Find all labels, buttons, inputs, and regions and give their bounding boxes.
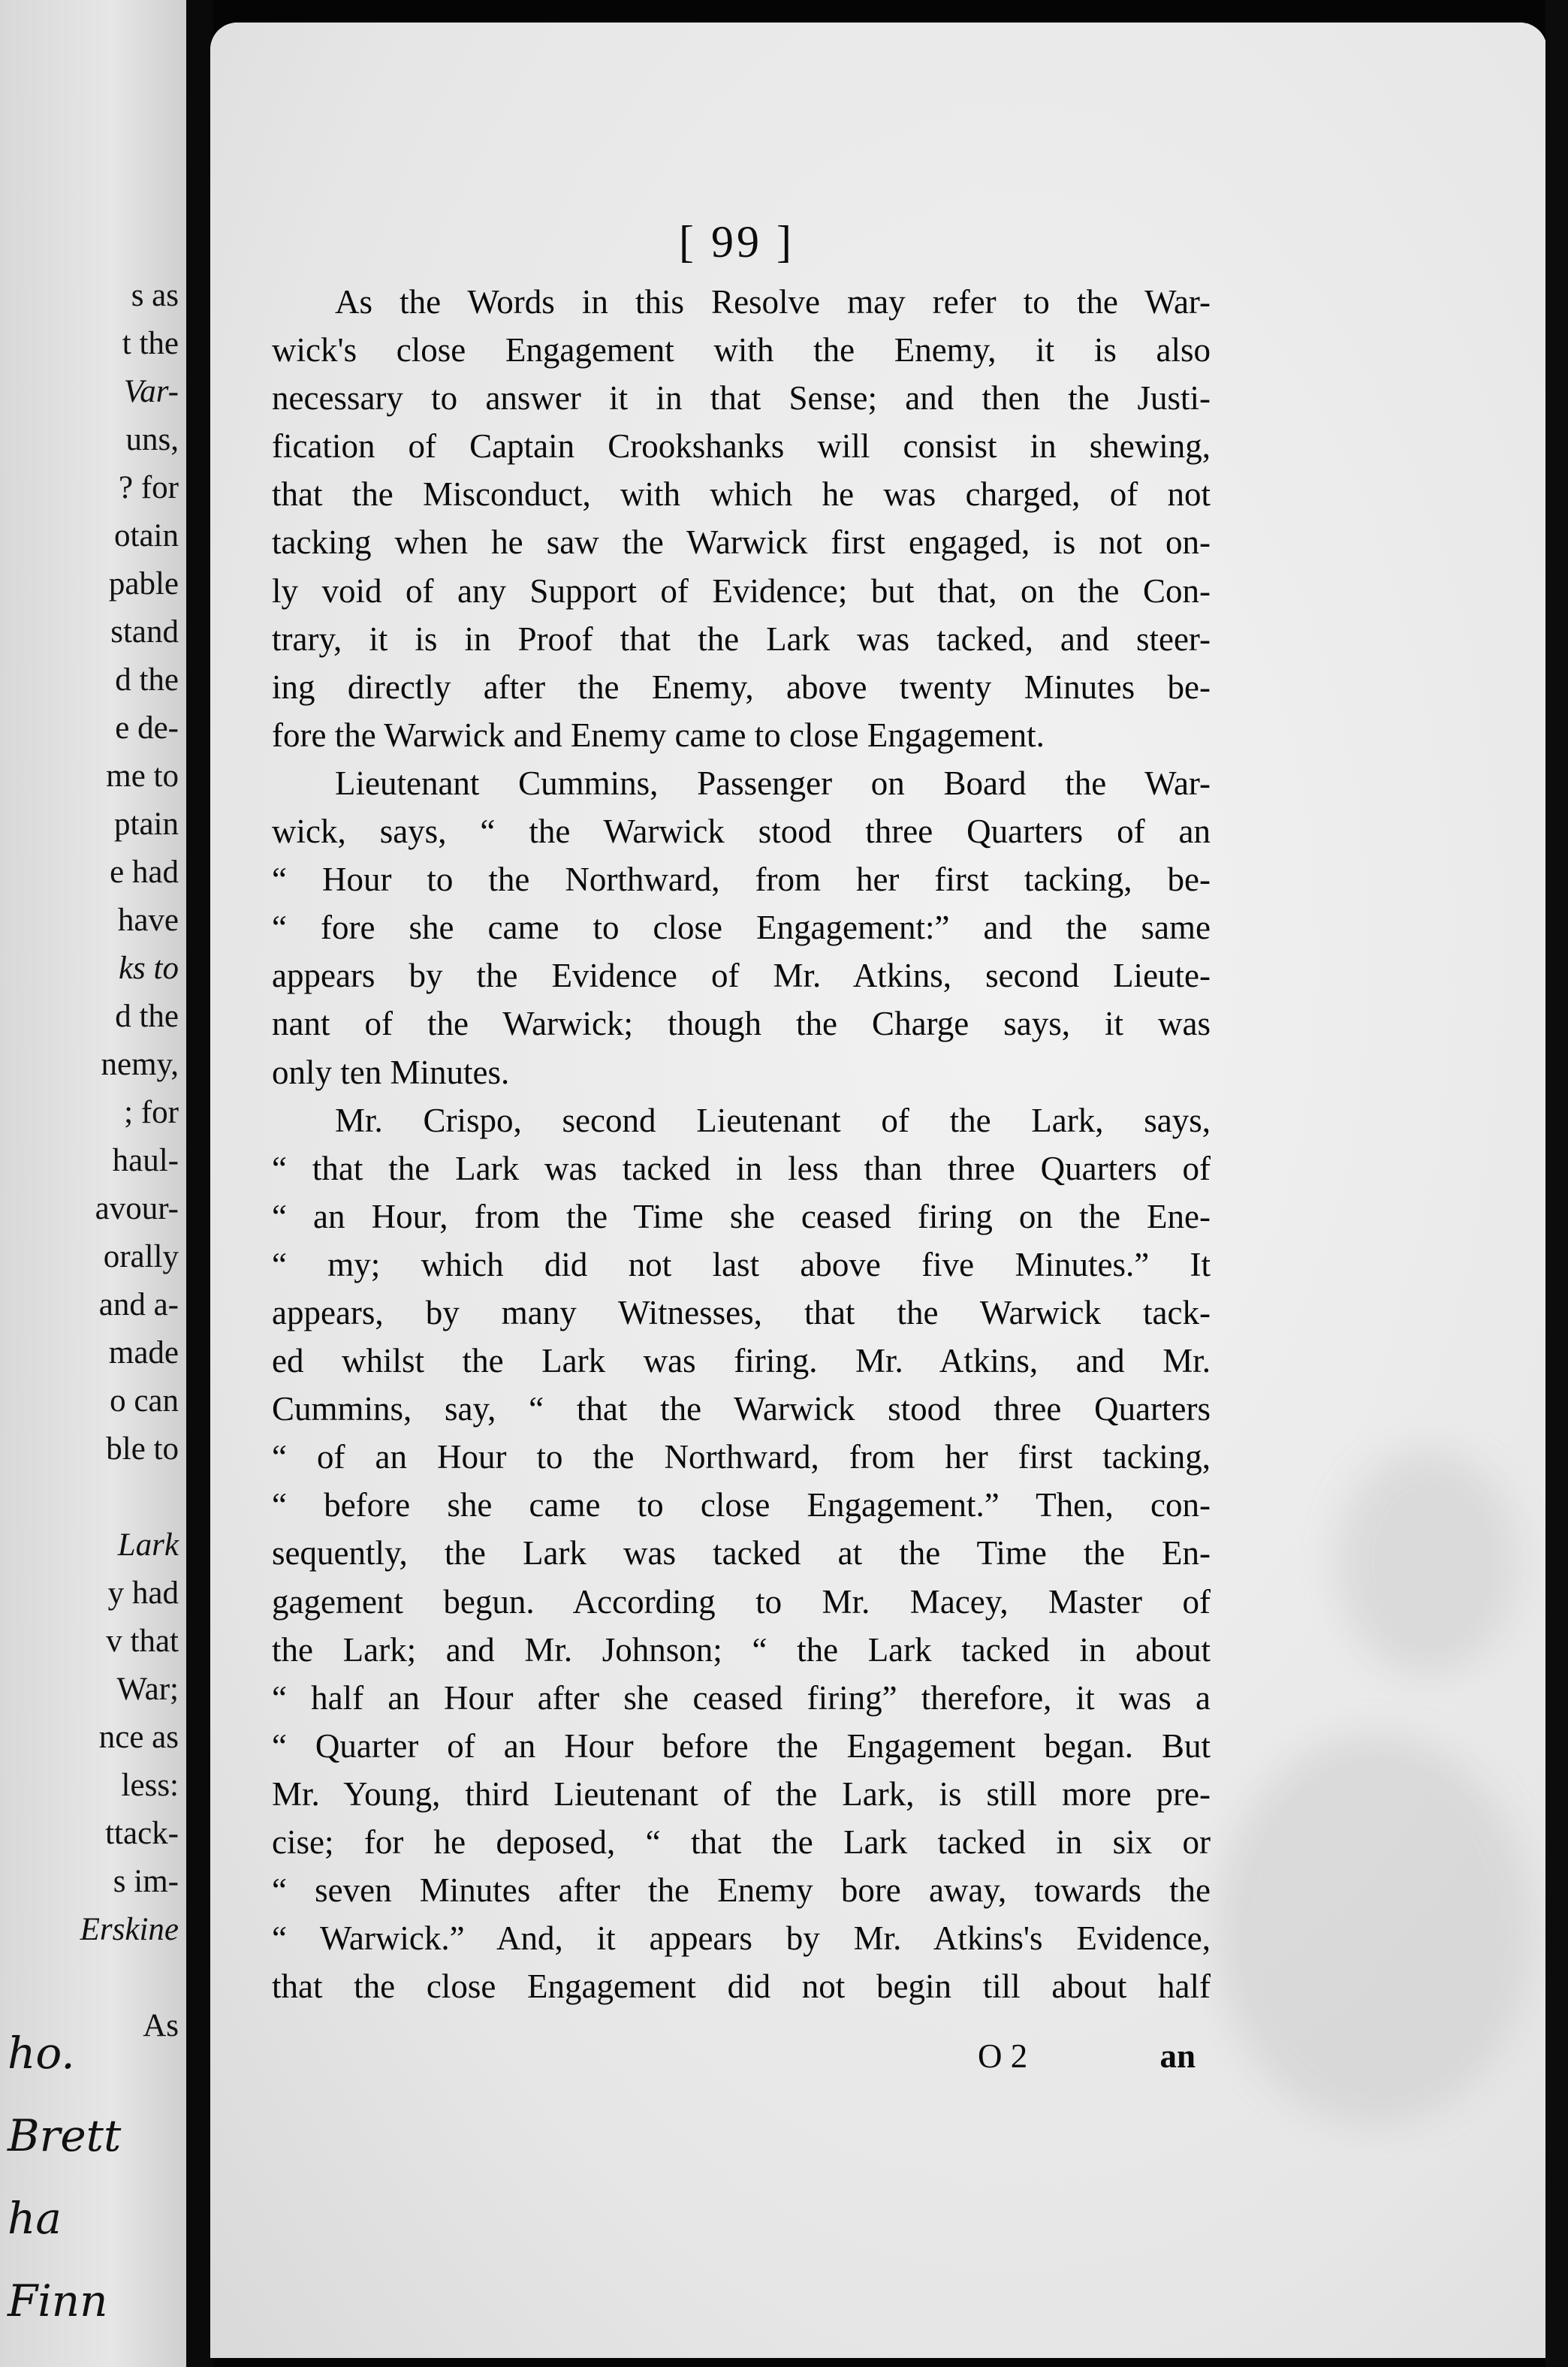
left-page-fragment: t the [122,326,179,361]
left-page-fragment: ks to [118,951,179,986]
left-page-fragment: ptain [114,807,179,842]
left-page-fragment: made [108,1335,179,1370]
left-page-fragment: s im- [113,1864,179,1899]
left-page-fragment: Lark [117,1527,179,1563]
text-line: necessary to answer it in that Sense; and then the Justi- [272,379,1211,418]
left-page-fragment: s as [131,278,179,313]
text-line: only ten Minutes. [272,1053,510,1091]
left-page-fragment: e had [110,855,179,890]
left-page-fragment: pable [108,566,179,602]
handwritten-note: ha [8,2193,62,2244]
left-page-fragment: haul- [112,1143,179,1178]
text-line: “ an Hour, from the Time she ceased firing on the Ene- [272,1197,1211,1235]
text-line: that the close Engagement did not begin till about half [272,1967,1211,2006]
left-page-fragment: me to [106,758,179,794]
left-page-fragment: v that [106,1624,179,1659]
text-line: gagement begun. According to Mr. Macey, Master of [272,1582,1211,1621]
left-page-fragment: otain [114,518,179,553]
text-line: wick, says, “ the Warwick stood three Quarters of an [272,813,1211,851]
left-page-fragment: d the [115,999,179,1034]
page-stain [1217,1735,1532,2125]
left-page-fragment: ? for [119,470,179,505]
body-text [272,278,1211,2010]
left-page-fragment: o can [110,1383,179,1419]
page-stain [1337,1449,1517,1675]
left-page-fragment: avour- [95,1191,179,1226]
text-line: “ Hour to the Northward, from her first tacking, be- [272,861,1211,899]
left-page-fragment: As [143,2008,179,2043]
left-page-fragment: War; [116,1672,179,1707]
left-page-fragment: Var- [123,374,179,409]
handwritten-note: Brett [8,2110,122,2161]
text-line: “ half an Hour after she ceased firing” therefore, it was a [272,1678,1211,1717]
left-page-fragment: d the [115,662,179,698]
text-line: “ seven Minutes after the Enemy bore away, towards the [272,1871,1211,1910]
text-line: “ that the Lark was tacked in less than three Quarters of [272,1149,1211,1187]
left-page-fragment: ttack- [105,1816,179,1851]
text-line: “ Quarter of an Hour before the Engagement began. But [272,1726,1211,1765]
book-gutter [186,0,213,2367]
handwritten-note: Finn [8,2275,108,2326]
previous-page-fragment [0,0,186,2367]
catchword: an [1159,2037,1196,2075]
text-line: tacking when he saw the Warwick first engaged, is not on- [272,523,1211,562]
left-page-fragment: Erskine [80,1912,179,1947]
text-line: ed whilst the Lark was firing. Mr. Atkins, and Mr. [272,1342,1211,1380]
left-page-fragment: e de- [115,710,179,746]
text-line: cise; for he deposed, “ that the Lark tacked in six or [272,1823,1211,1861]
text-line: the Lark; and Mr. Johnson; “ the Lark tacked in about [272,1630,1211,1669]
text-line: As the Words in this Resolve may refer to the War- [335,283,1211,321]
left-page-fragment: nce as [98,1720,179,1755]
text-line: wick's close Engagement with the Enemy, it is also [272,331,1211,369]
text-line: that the Misconduct, with which he was charged, of not [272,475,1211,514]
text-line: ly void of any Support of Evidence; but that, on the Con- [272,571,1211,610]
text-line: Cummins, say, “ that the Warwick stood three Quarters [272,1390,1211,1428]
text-line: appears by the Evidence of Mr. Atkins, second Lieute- [272,957,1211,995]
text-line: “ before she came to close Engagement.” Then, con- [272,1486,1211,1524]
handwritten-note: ho. [8,2028,75,2079]
text-line: “ fore she came to close Engagement:” and the same [272,909,1211,947]
left-page-fragment: stand [110,614,179,650]
text-line: “ my; which did not last above five Minutes.” It [272,1245,1211,1283]
left-page-fragment: y had [107,1575,179,1611]
text-line: nant of the Warwick; though the Charge says, it was [272,1005,1211,1043]
text-line: trary, it is in Proof that the Lark was tacked, and steer- [272,620,1211,658]
text-line: fore the Warwick and Enemy came to close Engagement. [272,716,1045,754]
text-line: Mr. Young, third Lieutenant of the Lark, is still more pre- [272,1774,1211,1813]
text-line: fication of Captain Crookshanks will consist in shewing, [272,427,1211,466]
left-page-fragment: orally [103,1239,179,1274]
left-page-fragment: uns, [125,422,179,457]
left-page-fragment: and a- [98,1287,179,1322]
left-page-fragment: ; for [124,1095,179,1130]
text-line: appears, by many Witnesses, that the Warwick tack- [272,1293,1211,1331]
text-line: “ Warwick.” And, it appears by Mr. Atkins's Evidence, [272,1919,1211,1958]
left-page-fragment: have [117,903,179,938]
left-page-fragment: less: [121,1768,179,1803]
signature-mark: O 2 [978,2037,1028,2075]
text-line: Mr. Crispo, second Lieutenant of the Lark, says, [335,1101,1211,1139]
left-page-fragment: ble to [106,1431,179,1467]
text-line: Lieutenant Cummins, Passenger on Board the War- [335,764,1211,802]
right-edge [1545,0,1568,2367]
page-footer [272,2032,1196,2080]
text-line: “ of an Hour to the Northward, from her first tacking, [272,1438,1211,1476]
left-page-fragment: nemy, [101,1047,179,1082]
page-number: [ 99 ] [679,217,795,267]
text-line: ing directly after the Enemy, above twenty Minutes be- [272,668,1211,706]
text-line: sequently, the Lark was tacked at the Time the En- [272,1534,1211,1572]
